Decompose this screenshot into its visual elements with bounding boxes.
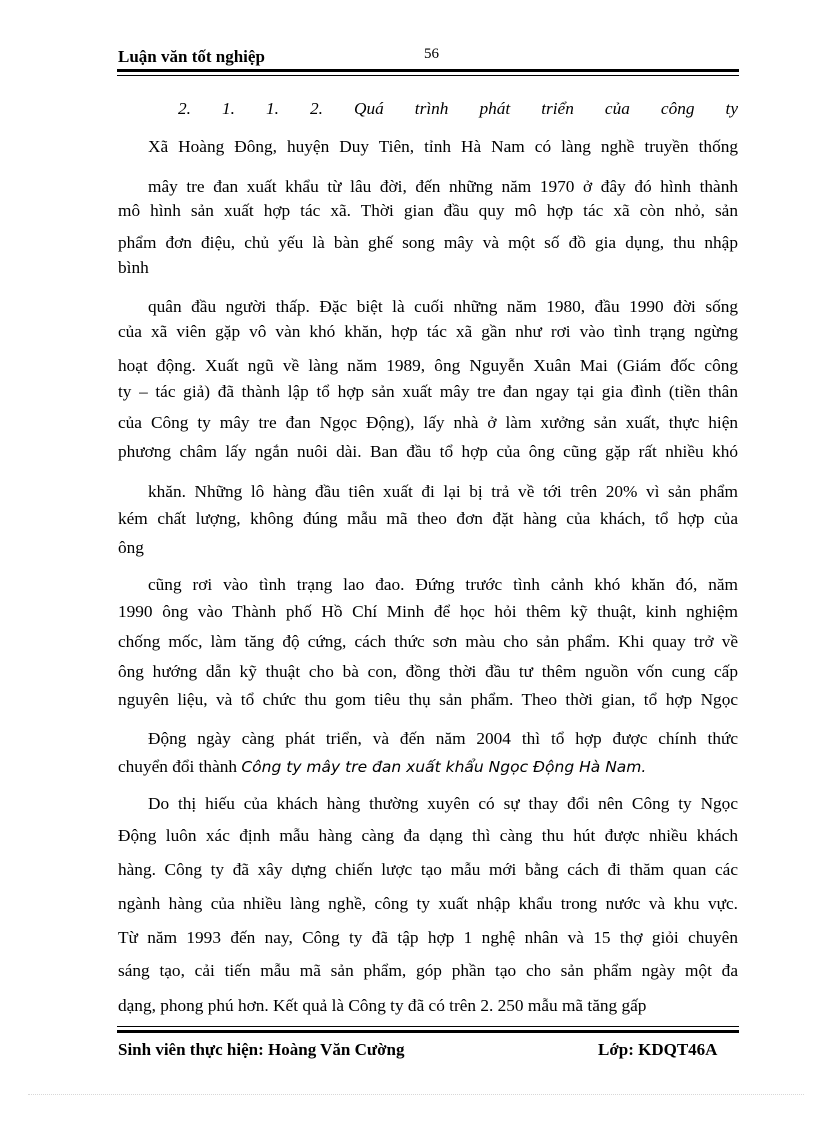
header-rule-thick xyxy=(117,69,739,72)
text-line: nguyên liệu, và tổ chức thu gom tiêu thụ sản phẩm. Theo thời gian, tổ hợp Ngọc xyxy=(118,690,738,709)
text-line: mây tre đan xuất khẩu từ lâu đời, đến những năm 1970 ở đây đó hình thành xyxy=(148,177,738,196)
section-heading: 2. 1. 1. 2. Quá trình phát triển của công ty xyxy=(178,99,738,118)
text-line: ty – tác giả) đã thành lập tổ hợp sản xuất mây tre đan ngay tại gia đình (tiền thân xyxy=(118,382,738,401)
text-line: Từ năm 1993 đến nay, Công ty đã tập hợp 1 nghệ nhân và 15 thợ giỏi chuyên xyxy=(118,928,738,947)
text-line: mô hình sản xuất hợp tác xã. Thời gian đầu quy mô hợp tác xã còn nhỏ, sản xyxy=(118,201,738,220)
text-line: Động ngày càng phát triển, và đến năm 2004 thì tổ hợp được chính thức xyxy=(148,729,738,748)
text-line: khăn. Những lô hàng đầu tiên xuất đi lại bị trả về tới trên 20% vì sản phẩm xyxy=(148,482,738,501)
page-number: 56 xyxy=(424,46,439,62)
text-line xyxy=(118,757,646,777)
text-line: của xã viên gặp vô vàn khó khăn, hợp tác xã gần như rơi vào tình trạng ngừng xyxy=(118,322,738,341)
footer-rule-thick xyxy=(117,1030,739,1033)
text-line: ông hướng dẫn kỹ thuật cho bà con, đồng thời đầu tư thêm nguồn vốn cung cấp xyxy=(118,662,738,681)
text-line: phương châm lấy ngắn nuôi dài. Ban đầu tổ hợp của ông cũng gặp rất nhiều khó xyxy=(118,442,738,461)
text-line: Xã Hoàng Đông, huyện Duy Tiên, tỉnh Hà Nam có làng nghề truyền thống xyxy=(148,137,738,156)
footer-rule-thin xyxy=(117,1026,739,1027)
text-line: Do thị hiếu của khách hàng thường xuyên có sự thay đổi nên Công ty Ngọc xyxy=(148,794,738,813)
text-line: Động luôn xác định mẫu hàng càng đa dạng thì càng thu hút được nhiều khách xyxy=(118,826,738,845)
text-line: ông xyxy=(118,538,144,557)
thesis-title: Luận văn tốt nghiệp xyxy=(118,47,265,66)
text-line: ngành hàng của nhiều làng nghề, công ty xuất nhập khẩu trong nước và khu vực. xyxy=(118,894,738,913)
text-line: sáng tạo, cải tiến mẫu mã sản phẩm, góp phần tạo cho sản phẩm ngày một đa xyxy=(118,961,738,980)
text-line: hoạt động. Xuất ngũ về làng năm 1989, ông Nguyễn Xuân Mai (Giám đốc công xyxy=(118,356,738,375)
text-line: 1990 ông vào Thành phố Hồ Chí Minh để học hỏi thêm kỹ thuật, kinh nghiệm xyxy=(118,602,738,621)
text-line: bình xyxy=(118,258,149,277)
text-fragment: chuyển đổi thành xyxy=(118,757,238,776)
text-line: hàng. Công ty đã xây dựng chiến lược tạo mẫu mới bằng cách đi thăm quan các xyxy=(118,860,738,879)
class-code: Lớp: KDQT46A xyxy=(598,1040,718,1059)
text-line: phẩm đơn điệu, chủ yếu là bàn ghế song mây và một số đồ gia dụng, thu nhập xyxy=(118,233,738,252)
text-line: của Công ty mây tre đan Ngọc Động), lấy nhà ở làm xưởng sản xuất, thực hiện xyxy=(118,413,738,432)
text-line: kém chất lượng, không đúng mẫu mã theo đơn đặt hàng của khách, tổ hợp của xyxy=(118,509,738,528)
company-name-italic: Công ty mây tre đan xuất khẩu Ngọc Động Hà Nam. xyxy=(241,758,647,776)
student-name: Sinh viên thực hiện: Hoàng Văn Cường xyxy=(118,1040,405,1059)
text-line: chống mốc, làm tăng độ cứng, cách thức sơn màu cho sản phẩm. Khi quay trở về xyxy=(118,632,738,651)
text-line: cũng rơi vào tình trạng lao đao. Đứng trước tình cảnh khó khăn đó, năm xyxy=(148,575,738,594)
text-line: quân đầu người thấp. Đặc biệt là cuối những năm 1980, đầu 1990 đời sống xyxy=(148,297,738,316)
page-edge-dots xyxy=(28,1094,804,1095)
header-rule-thin xyxy=(117,75,739,76)
text-line: dạng, phong phú hơn. Kết quả là Công ty đã có trên 2. 250 mẫu mã tăng gấp xyxy=(118,996,647,1015)
